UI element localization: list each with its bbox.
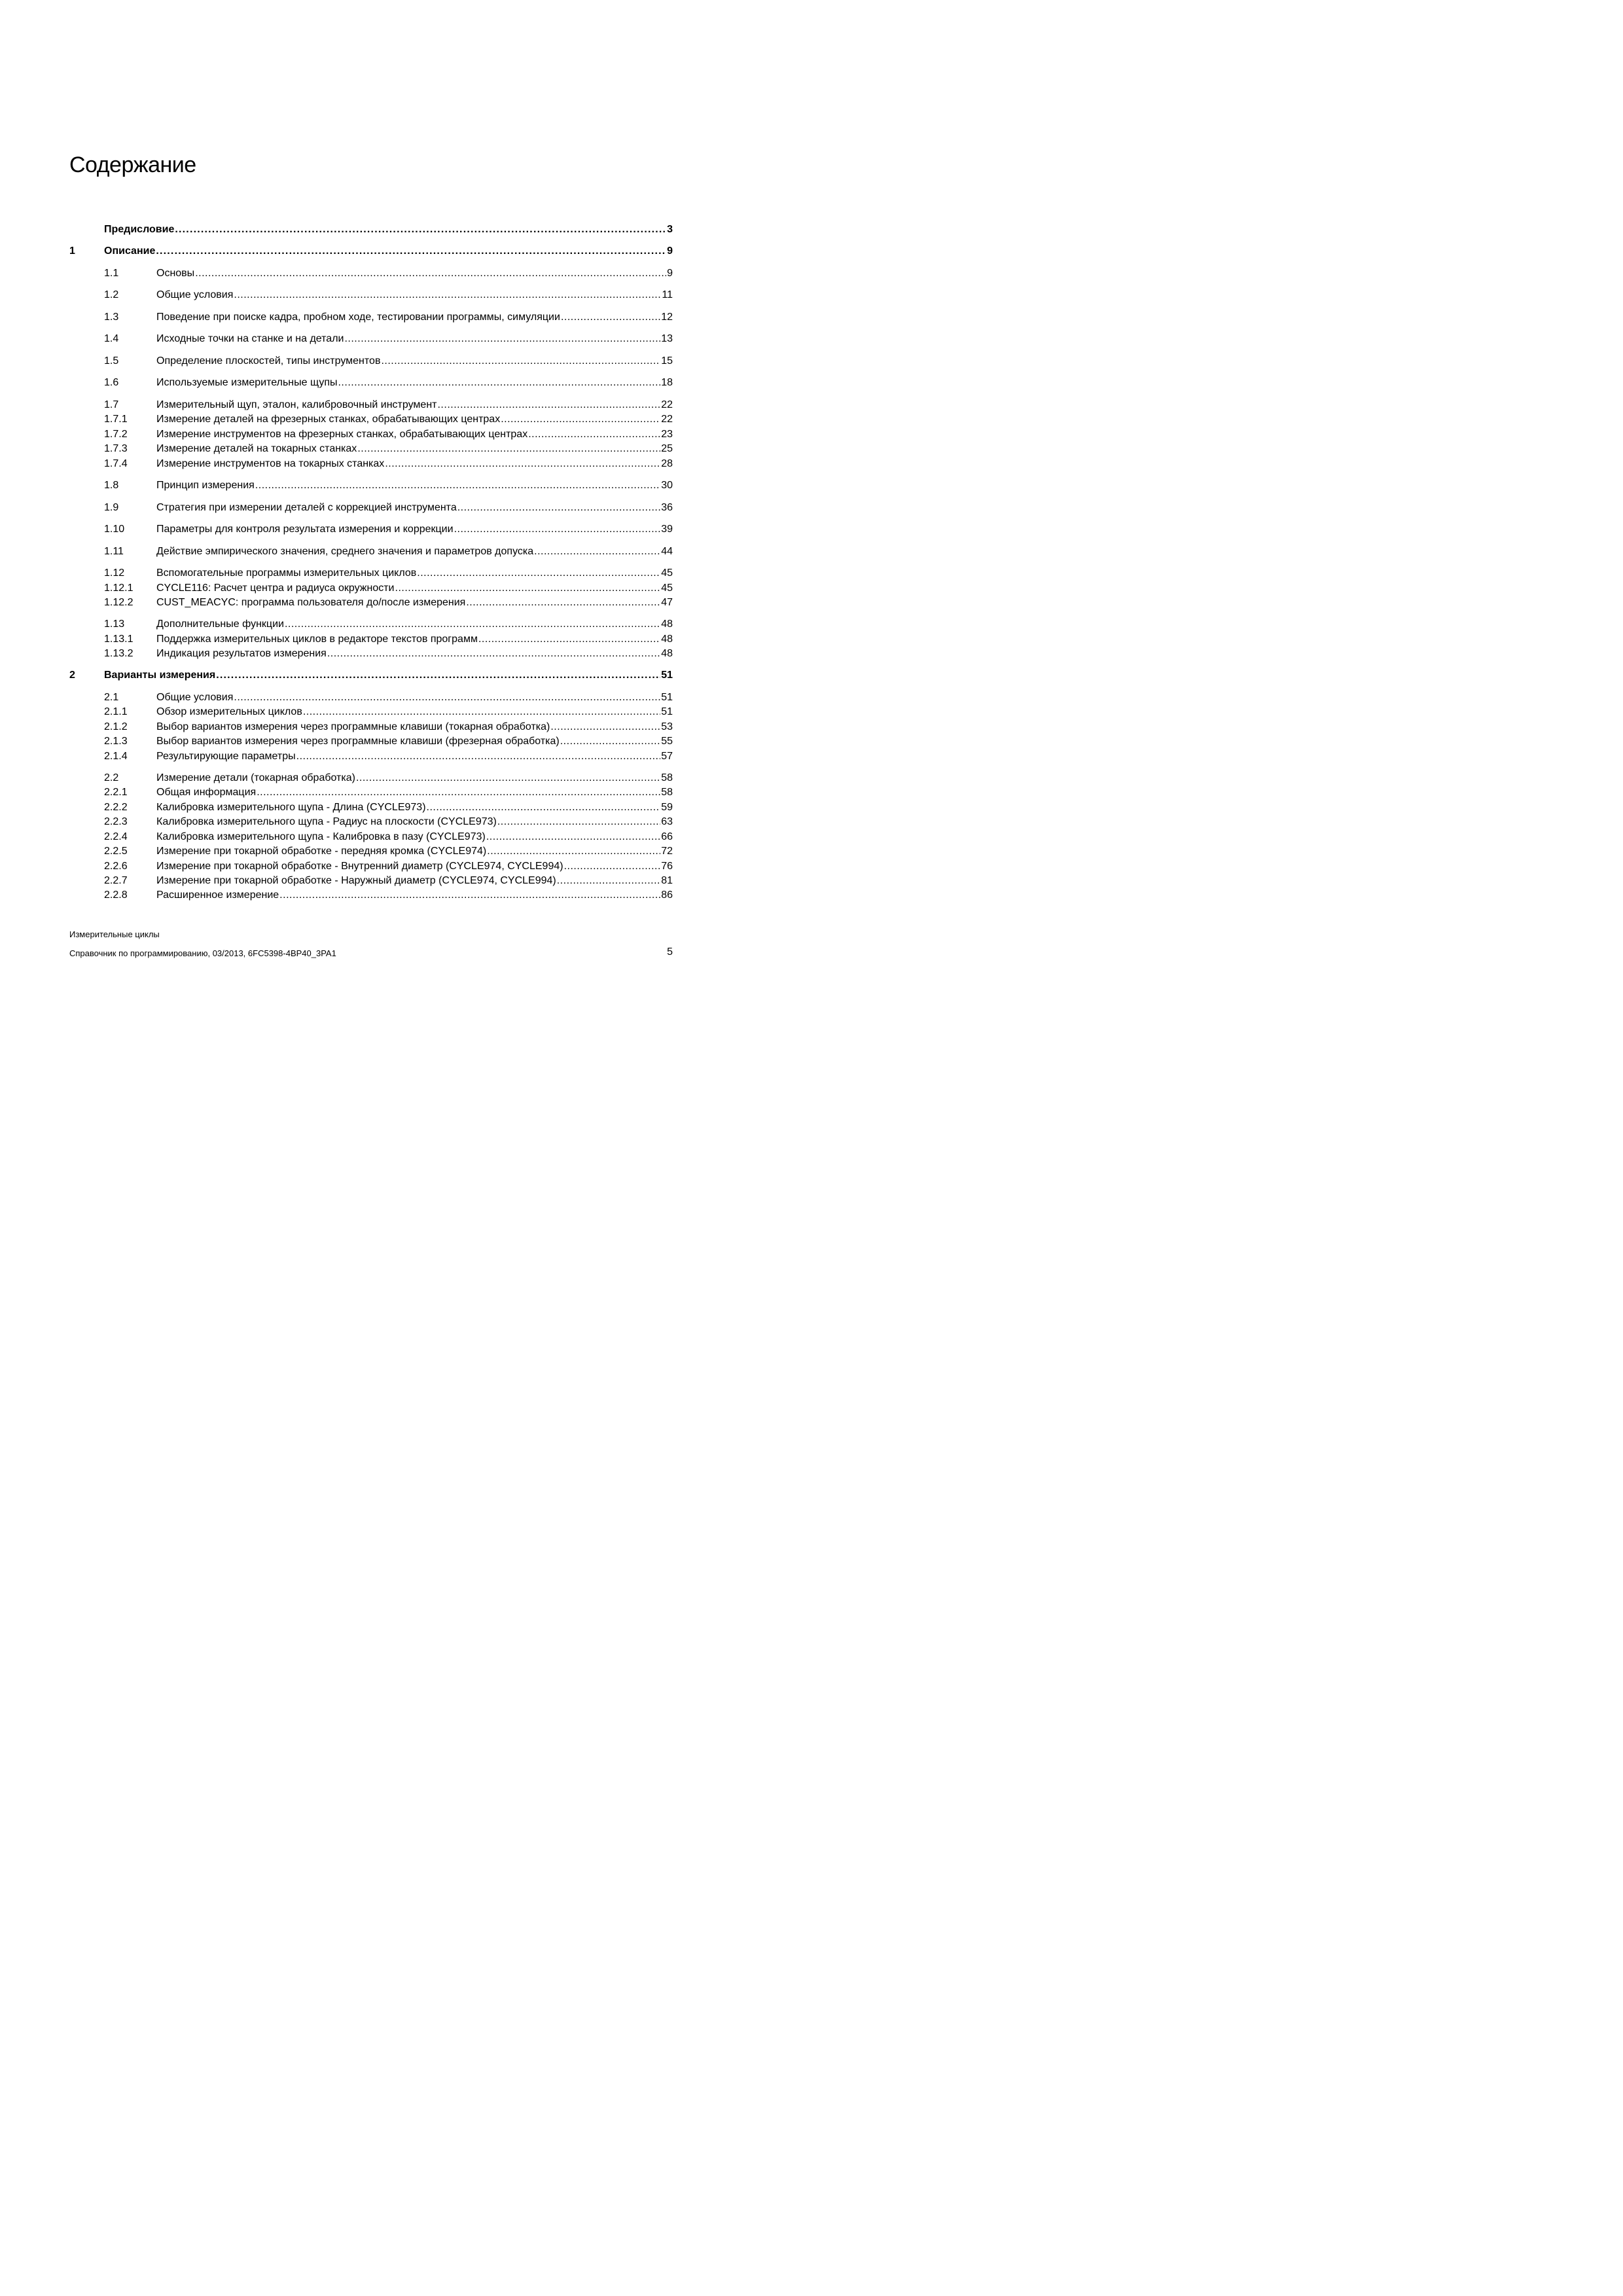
toc-dot-leader [156,244,666,259]
toc-entry[interactable] [0,800,721,815]
toc-entry-title: Дополнительные функции [156,619,284,630]
toc-entry-line [156,581,673,596]
toc-entry-title: Измерение детали (токарная обработка) [156,772,355,783]
toc-entry-number: 1.7.1 [104,414,128,425]
toc-entry-title: Выбор вариантов измерения через программные клавиши (фрезерная обработка) [156,736,560,747]
toc-entry-number: 1.10 [104,524,125,535]
toc-entry-title: Общая информация [156,787,257,798]
toc-entry[interactable] [0,617,721,632]
toc-entry-number: 1.11 [104,546,124,557]
toc-entry-number: 1.4 [104,333,119,344]
toc-entry-title: Принцип измерения [156,480,255,491]
toc-entry-number: 2.2.5 [104,846,128,857]
toc-entry-title: Варианты измерения [104,670,216,681]
toc-entry-page: 76 [661,861,673,872]
toc-entry-title: Описание [104,245,156,257]
toc-entry-page: 72 [661,846,673,857]
toc-dot-leader [501,412,660,427]
toc-entry[interactable] [0,771,721,785]
toc-entry-page: 11 [662,289,673,300]
toc-dot-leader [561,310,660,325]
toc-entry-number: 2 [69,670,75,681]
toc-entry[interactable] [0,596,721,610]
page-title: Содержание [69,152,196,177]
toc-dot-leader [175,223,666,237]
toc-entry[interactable] [0,844,721,859]
toc-entry-title: Выбор вариантов измерения через программные клавиши (токарная обработка) [156,721,550,732]
toc-entry-line [156,800,673,815]
toc-entry-title: Поведение при поиске кадра, пробном ходе, тестировании программы, симуляции [156,312,560,323]
toc-dot-leader [327,647,660,661]
toc-entry-line [104,668,673,683]
toc-entry-page: 51 [661,692,673,703]
toc-entry-line [156,705,673,719]
toc-entry-line [156,632,673,647]
toc-entry[interactable] [0,691,721,705]
toc-entry-title: Измерение при токарной обработке - передняя кромка (CYCLE974) [156,846,487,857]
toc-dot-leader [234,288,661,302]
toc-entry-title: Измерение инструментов на токарных станках [156,458,385,469]
toc-entry[interactable] [0,734,721,749]
toc-entry-line [156,566,673,581]
toc-entry-line [104,223,673,237]
toc-entry[interactable] [0,647,721,661]
toc-entry-page: 9 [667,268,673,279]
toc-dot-leader [216,668,660,683]
toc-dot-leader [255,478,660,493]
toc-entry-line [156,310,673,325]
toc-entry-title: Поддержка измерительных циклов в редакторе текстов программ [156,634,478,645]
toc-entry-line [156,874,673,888]
toc-entry-title: Измерение при токарной обработке - Внутренний диаметр (CYCLE974, CYCLE994) [156,861,563,872]
toc-entry-page: 53 [661,721,673,732]
toc-entry-number: 1.8 [104,480,119,491]
toc-entry-line [156,545,673,559]
toc-entry-page: 86 [661,889,673,901]
toc-entry-page: 22 [661,399,673,410]
toc-dot-leader [279,888,660,903]
toc-dot-leader [564,859,661,874]
toc-entry-title: Калибровка измерительного щупа - Калибровка в пазу (CYCLE973) [156,831,486,842]
toc-entry-number: 2.2.6 [104,861,128,872]
toc-entry-page: 13 [661,333,673,344]
toc-entry-number: 2.2.8 [104,889,128,901]
toc-entry[interactable] [0,874,721,888]
toc-entry-number: 1.3 [104,312,119,323]
toc-entry-line [156,734,673,749]
toc-entry[interactable] [0,266,721,281]
toc-entry[interactable] [0,581,721,596]
toc-entry-line [156,859,673,874]
toc-entry-page: 36 [661,502,673,513]
toc-dot-leader [296,749,661,764]
toc-chapter-entry[interactable] [0,223,721,237]
toc-entry[interactable] [0,457,721,471]
toc-entry-page: 57 [661,751,673,762]
toc-entry-page: 48 [661,619,673,630]
toc-entry-title: Параметры для контроля результата измерения и коррекции [156,524,454,535]
toc-entry-title: Исходные точки на станке и на детали [156,333,344,344]
toc-entry-number: 1.9 [104,502,119,513]
toc-entry-title: Обзор измерительных циклов [156,706,302,717]
toc-entry-line [156,288,673,302]
toc-dot-leader [195,266,666,281]
toc-entry-page: 39 [661,524,673,535]
toc-dot-leader [303,705,660,719]
toc-entry-number: 1 [69,245,75,257]
toc-entry-page: 3 [667,224,673,235]
toc-entry-line [156,888,673,903]
toc-dot-leader [437,398,660,412]
toc-entry-page: 28 [661,458,673,469]
toc-entry-page: 55 [661,736,673,747]
toc-entry-title: Измерительный щуп, эталон, калибровочный инструмент [156,399,437,410]
toc-entry-line [156,830,673,844]
toc-entry[interactable] [0,566,721,581]
toc-entry[interactable] [0,398,721,412]
toc-entry-page: 58 [661,772,673,783]
toc-entry-number: 2.2 [104,772,119,783]
toc-entry-line [156,647,673,661]
toc-dot-leader [385,457,660,471]
toc-entry-line [156,354,673,368]
toc-entry-page: 51 [661,706,673,717]
toc-chapter-entry[interactable] [0,244,721,259]
toc-entry-page: 25 [661,443,673,454]
toc-entry-line [156,749,673,764]
toc-entry-page: 15 [661,355,673,367]
toc-entry-title: Расширенное измерение [156,889,279,901]
toc-entry-number: 1.12 [104,567,125,579]
toc-entry-number: 1.6 [104,377,119,388]
toc-entry-page: 51 [661,670,673,681]
toc-entry-title: Измерение инструментов на фрезерных станках, обрабатывающих центрах [156,429,528,440]
toc-entry-line [156,720,673,734]
page-number: 5 [667,946,673,958]
toc-entry[interactable] [0,501,721,515]
toc-entry[interactable] [0,354,721,368]
toc-entry-line [156,332,673,346]
toc-entry-title: Индикация результатов измерения [156,648,327,659]
toc-entry-number: 1.12.1 [104,583,134,594]
toc-entry-number: 1.2 [104,289,119,300]
toc-entry-line [156,617,673,632]
toc-entry-number: 1.13.2 [104,648,134,659]
toc-entry-page: 59 [661,802,673,813]
toc-entry-title: Предисловие [104,224,175,235]
toc-entry[interactable] [0,288,721,302]
toc-dot-leader [356,771,660,785]
toc-dot-leader [357,442,660,456]
toc-dot-leader [257,785,660,800]
toc-entry-line [156,815,673,829]
toc-dot-leader [528,427,660,442]
toc-entry-number: 2.2.7 [104,875,128,886]
toc-entry-page: 48 [661,648,673,659]
toc-entry-title: Стратегия при измерении деталей с коррекцией инструмента [156,502,457,513]
toc-entry-title: Определение плоскостей, типы инструментов [156,355,381,367]
toc-entry-number: 2.1.2 [104,721,128,732]
toc-entry-line [156,442,673,456]
toc-dot-leader [417,566,660,581]
toc-entry[interactable] [0,720,721,734]
toc-dot-leader [560,734,660,749]
toc-entry[interactable] [0,830,721,844]
toc-entry-page: 45 [661,567,673,579]
toc-entry-number: 2.2.1 [104,787,128,798]
toc-entry-title: Основы [156,268,195,279]
toc-entry-line [156,522,673,537]
toc-entry-line [156,691,673,705]
toc-entry[interactable] [0,478,721,493]
toc-entry[interactable] [0,632,721,647]
toc-entry-page: 63 [661,816,673,827]
toc-entry-number: 2.2.4 [104,831,128,842]
toc-dot-leader [454,522,661,537]
toc-entry-page: 66 [661,831,673,842]
toc-entry[interactable] [0,859,721,874]
toc-entry-title: Результирующие параметры [156,751,296,762]
toc-entry-page: 48 [661,634,673,645]
footer-document-info: Справочник по программированию, 03/2013, 6FC5398-4BP40_3PA1 [69,948,336,958]
toc-dot-leader [466,596,660,610]
toc-entry-number: 1.12.2 [104,597,134,608]
toc-entry-line [156,457,673,471]
toc-entry[interactable] [0,705,721,719]
toc-entry-title: Калибровка измерительного щупа - Радиус на плоскости (CYCLE973) [156,816,497,827]
toc-entry-line [156,376,673,390]
toc-entry-page: 47 [661,597,673,608]
toc-entry-line [156,478,673,493]
toc-entry-number: 2.1.3 [104,736,128,747]
toc-entry-title: Общие условия [156,289,234,300]
toc-dot-leader [285,617,660,632]
toc-entry-title: Измерение деталей на фрезерных станках, обрабатывающих центрах [156,414,501,425]
toc-dot-leader [478,632,660,647]
toc-entry-page: 18 [661,377,673,388]
toc-entry-number: 2.2.3 [104,816,128,827]
toc-entry-title: Используемые измерительные щупы [156,377,338,388]
toc-dot-leader [457,501,660,515]
toc-entry[interactable] [0,522,721,537]
toc-entry-title: CUST_MEACYC: программа пользователя до/после измерения [156,597,466,608]
toc-entry[interactable] [0,310,721,325]
toc-entry[interactable] [0,815,721,829]
toc-entry-title: Измерение при токарной обработке - Наружный диаметр (CYCLE974, CYCLE994) [156,875,556,886]
toc-dot-leader [487,844,660,859]
toc-entry-page: 30 [661,480,673,491]
toc-entry-page: 12 [661,312,673,323]
toc-entry-title: CYCLE116: Расчет центра и радиуса окружности [156,583,395,594]
toc-dot-leader [395,581,661,596]
toc-entry-page: 45 [661,583,673,594]
toc-entry-number: 1.5 [104,355,119,367]
toc-entry-line [156,427,673,442]
toc-entry-number: 1.1 [104,268,119,279]
toc-entry-number: 2.2.2 [104,802,128,813]
toc-entry[interactable] [0,332,721,346]
footer-document-title: Измерительные циклы [69,929,160,939]
toc-entry-page: 23 [661,429,673,440]
toc-dot-leader [381,354,660,368]
toc-dot-leader [338,376,660,390]
toc-entry[interactable] [0,427,721,442]
toc-entry-line [156,785,673,800]
toc-entry[interactable] [0,785,721,800]
toc-dot-leader [427,800,661,815]
toc-entry-number: 1.7.3 [104,443,128,454]
toc-dot-leader [534,545,660,559]
toc-entry-line [156,596,673,610]
toc-entry-number: 1.13.1 [104,634,134,645]
toc-entry-page: 22 [661,414,673,425]
toc-entry-line [156,771,673,785]
toc-dot-leader [557,874,660,888]
toc-entry-number: 1.7.4 [104,458,128,469]
toc-dot-leader [234,691,660,705]
toc-entry-title: Измерение деталей на токарных станках [156,443,357,454]
toc-dot-leader [486,830,660,844]
toc-entry[interactable] [0,545,721,559]
toc-entry-line [156,412,673,427]
toc-dot-leader [550,720,660,734]
toc-entry-title: Действие эмпирического значения, среднего значения и параметров допуска [156,546,534,557]
toc-dot-leader [344,332,660,346]
toc-entry-number: 2.1.4 [104,751,128,762]
toc-entry-number: 2.1 [104,692,119,703]
toc-entry-line [156,501,673,515]
toc-entry-line [156,398,673,412]
toc-entry-number: 1.7.2 [104,429,128,440]
toc-entry-page: 58 [661,787,673,798]
toc-entry-number: 1.7 [104,399,119,410]
toc-entry-line [104,244,673,259]
toc-entry-page: 9 [667,245,673,257]
toc-entry[interactable] [0,442,721,456]
toc-dot-leader [497,815,660,829]
toc-entry-title: Вспомогательные программы измерительных циклов [156,567,417,579]
toc-entry[interactable] [0,749,721,764]
toc-entry-number: 1.13 [104,619,125,630]
toc-entry-title: Общие условия [156,692,234,703]
toc-entry-number: 2.1.1 [104,706,128,717]
toc-entry[interactable] [0,412,721,427]
toc-entry-line [156,266,673,281]
toc-entry[interactable] [0,376,721,390]
toc-entry-title: Калибровка измерительного щупа - Длина (CYCLE973) [156,802,426,813]
toc-entry[interactable] [0,888,721,903]
toc-entry-line [156,844,673,859]
toc-entry-page: 81 [661,875,673,886]
toc-chapter-entry[interactable] [0,668,721,683]
toc-entry-page: 44 [661,546,673,557]
